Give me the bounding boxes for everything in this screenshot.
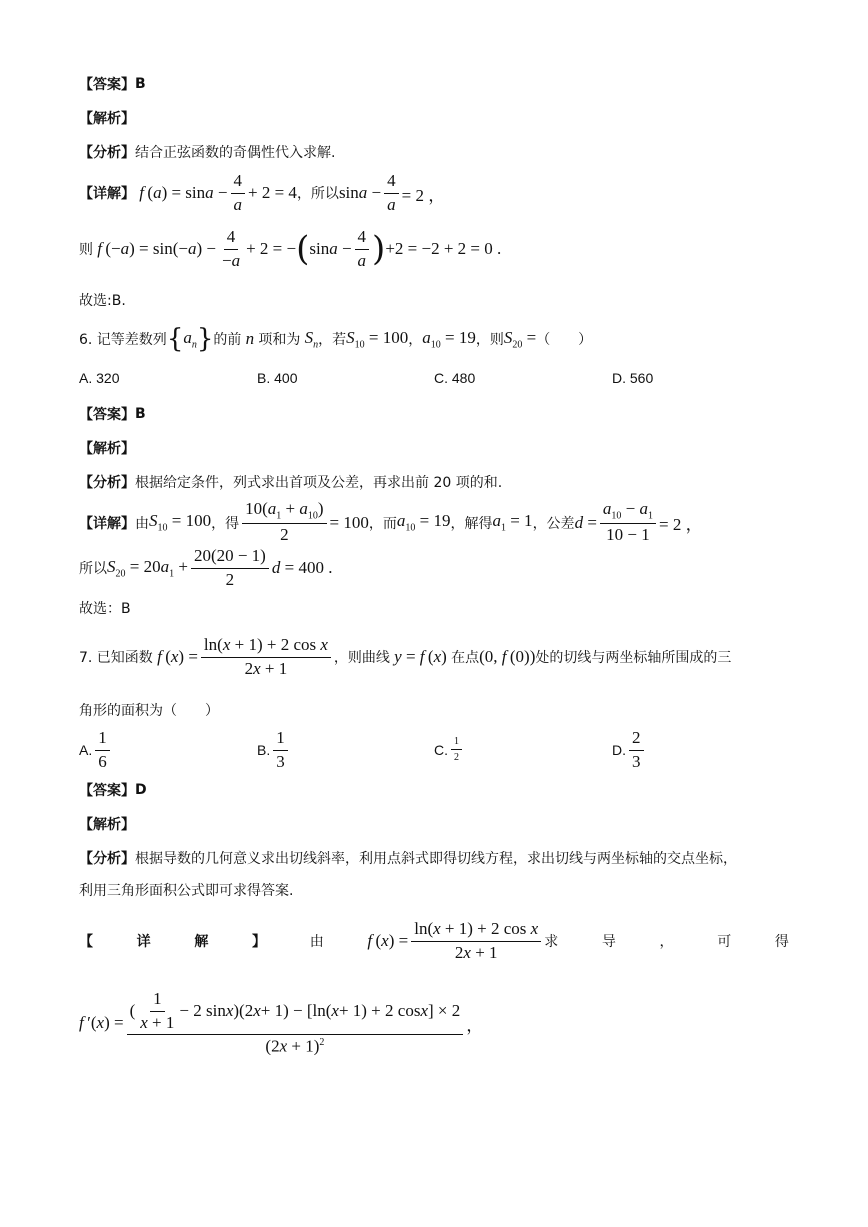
stem-text: ， xyxy=(408,332,423,348)
q6-answer-line xyxy=(79,404,146,424)
formula: = 100 xyxy=(329,512,369,532)
fenxi-text: 结合正弦函数的奇偶性代入求解. xyxy=(135,145,336,161)
de-char: 得 xyxy=(774,934,789,951)
big-paren: ( xyxy=(296,229,310,270)
option-letter: C. xyxy=(434,370,448,386)
option-letter: B. xyxy=(257,370,271,386)
formula: + 2 = − xyxy=(246,239,297,259)
stem-text: ，则曲线 xyxy=(333,650,390,667)
fenxi-tag: 【分析】 xyxy=(79,851,135,867)
fraction: $\frac{20(20 - 1)}{2}$ xyxy=(191,547,269,589)
formula: = 2 ， xyxy=(401,185,446,205)
q5-analysis-line xyxy=(79,108,135,128)
fraction: $\frac{4}{-a}$ xyxy=(221,227,241,270)
formula: $S_{10} = 100$ xyxy=(346,327,409,351)
fenxi-tag: 【分析】 xyxy=(79,145,135,161)
connector-text: ，得 xyxy=(211,515,240,532)
xiang-char: 详 xyxy=(136,934,151,951)
answer-value: D xyxy=(135,782,147,798)
q5-derivation-line xyxy=(79,228,501,270)
q7-xiangjie-line xyxy=(79,920,789,962)
q7-option-b[interactable] xyxy=(257,729,291,771)
formula: d = xyxy=(574,512,597,532)
formula: sina − xyxy=(309,239,352,259)
fraction xyxy=(273,729,288,771)
fraction xyxy=(629,729,644,771)
fenxi-text: 根据给定条件，列式求出首项及公差，再求出前 20 项的和. xyxy=(135,475,503,491)
fraction xyxy=(451,736,462,763)
stem-text: （ ） xyxy=(536,332,593,348)
jie-char: 解 xyxy=(194,934,209,951)
denominator: 6 xyxy=(98,751,107,771)
comma: ， xyxy=(659,934,674,951)
connector-text: 由 xyxy=(135,515,149,532)
formula: f (x) = xyxy=(367,931,409,951)
answer-tag: 【答案】 xyxy=(79,77,135,93)
ke-char: 可 xyxy=(717,934,732,951)
answer-tag: 【答案】 xyxy=(79,407,135,423)
numerator: 2 xyxy=(629,729,644,751)
denominator: 2 xyxy=(454,752,459,763)
fenxi-tag: 【分析】 xyxy=(79,475,135,491)
q6-stem xyxy=(79,326,592,352)
q6-option-d[interactable] xyxy=(612,370,653,386)
answer-value: B xyxy=(135,76,146,92)
bracket-left: 【 xyxy=(79,934,93,951)
q5-fenxi-line xyxy=(79,142,335,162)
formula: n xyxy=(241,329,259,348)
q6-analysis-line xyxy=(79,438,135,458)
xiangjie-tag: 【详解】 xyxy=(79,186,135,203)
formula-group xyxy=(367,920,558,962)
q7-derivative-formula xyxy=(79,990,483,1057)
formula: ， xyxy=(466,1015,484,1035)
q5-answer-line xyxy=(79,74,146,94)
formula: f (a) = sina − xyxy=(139,183,228,203)
q6-fenxi-line xyxy=(79,472,502,492)
formula: +2 = −2 + 2 = 0 . xyxy=(385,239,502,259)
q7-analysis-line xyxy=(79,814,135,834)
brace: } xyxy=(196,324,214,354)
option-text: 400 xyxy=(274,370,298,386)
q6-sum-line xyxy=(79,547,332,589)
fraction: $\frac{4}{a}$ xyxy=(384,172,399,214)
q6-xiangjie-line xyxy=(79,500,703,545)
option-letter: D. xyxy=(612,742,626,759)
xiangjie-tag: 【详解】 xyxy=(79,515,135,532)
analysis-tag: 【解析】 xyxy=(79,441,135,457)
formula: y = f (x) xyxy=(394,647,452,667)
fraction: ( $\frac{1}{x + 1}$ − 2 sin x )(2 x + 1) − [ln( x + 1) + 2 cos x ] × 2 $(2x + 1)^2$ xyxy=(127,990,464,1057)
fraction: $\frac{\text{ln(x + 1) + 2 cos x}}{2x + 1}$ xyxy=(201,636,331,678)
option-letter: A. xyxy=(79,742,93,759)
analysis-tag: 【解析】 xyxy=(79,817,135,833)
stem-text: 项和为 xyxy=(258,332,301,348)
formula: f (x) = xyxy=(157,647,198,667)
option-letter: C. xyxy=(434,741,448,758)
q7-option-c[interactable] xyxy=(434,736,465,763)
q7-answer-line xyxy=(79,780,147,800)
q7-option-d[interactable] xyxy=(612,729,647,771)
option-letter: A. xyxy=(79,370,93,386)
connector-text: ，解得 xyxy=(450,515,493,532)
numerator: 1 xyxy=(273,729,288,751)
option-text: 320 xyxy=(96,370,120,386)
formula: $a_{10} = 19$ xyxy=(396,511,451,534)
formula: $a_1 = 1$ xyxy=(492,511,533,534)
option-text: 560 xyxy=(629,370,654,386)
brace: { xyxy=(166,324,184,354)
answer-tag: 【答案】 xyxy=(79,783,135,799)
option-text: 480 xyxy=(451,370,476,386)
stem-text: 处的切线与两坐标轴所围成的三 xyxy=(535,650,732,667)
connector-text: 则 xyxy=(79,242,93,259)
connector-text: ，而 xyxy=(368,515,397,532)
formula: $S_{20}$ = xyxy=(503,327,537,351)
formula: + 2 = 4 xyxy=(248,183,297,203)
you-char: 由 xyxy=(309,934,324,951)
analysis-tag: 【解析】 xyxy=(79,111,135,127)
fraction xyxy=(95,729,110,771)
conclusion-text: 故选：B xyxy=(79,601,131,617)
fraction: $\frac{4}{a}$ xyxy=(355,228,370,270)
formula: $S_n$ xyxy=(304,327,319,351)
formula: d = 400 . xyxy=(271,558,333,578)
q6-conclusion xyxy=(79,598,131,618)
q7-fenxi-line xyxy=(79,848,737,868)
conclusion-text: 故选:B. xyxy=(79,293,126,309)
stem-text: 6. 记等差数列 xyxy=(79,332,167,348)
q7-stem-1 xyxy=(79,636,731,678)
stem-text: ，则 xyxy=(475,332,504,348)
formula: $S_{10} = 100$ xyxy=(149,511,212,534)
numerator: 1 xyxy=(451,736,462,750)
formula: $a_{10} = 19$ xyxy=(422,327,476,351)
q7-option-a[interactable] xyxy=(79,729,113,771)
stem-text: 的前 xyxy=(213,332,242,348)
fraction: $\frac{4}{a}$ xyxy=(231,172,246,214)
bracket-right: 】 xyxy=(252,934,267,951)
denominator: 3 xyxy=(276,751,285,771)
fraction: $\frac{\text{ln(x + 1) + 2 cos x}}{2x + 1}$ xyxy=(411,920,541,962)
qiu-char: 求 xyxy=(544,934,559,951)
denominator: 3 xyxy=(632,751,641,771)
formula: f (−a) = sin(−a) − xyxy=(97,239,216,259)
q7-fenxi-line-2 xyxy=(79,880,293,900)
dao-char: 导 xyxy=(601,934,616,951)
stem-text: 在点 xyxy=(451,650,480,667)
q6-option-c[interactable] xyxy=(434,370,475,386)
stem-text: 角形的面积为（ ） xyxy=(79,703,219,719)
fenxi-text: 根据导数的几何意义求出切线斜率，利用点斜式即得切线方程，求出切线与两坐标轴的交点坐标， xyxy=(135,851,737,867)
formula: (0, f (0)) xyxy=(479,647,536,667)
fraction: $\frac{a_{10} - a_1}{10 - 1}$ xyxy=(600,500,656,545)
q7-stem-2 xyxy=(79,700,219,720)
option-letter: B. xyxy=(257,742,271,759)
connector-text: ，所以 xyxy=(296,186,339,203)
stem-text: 7. 已知函数 xyxy=(79,650,153,667)
formula: f ′(x) = xyxy=(79,1013,124,1033)
q6-option-a[interactable] xyxy=(79,370,119,386)
connector-text: ，公差 xyxy=(532,515,575,532)
fraction: $\frac{10(a_1 + a_{10})}{2}$ xyxy=(242,500,326,545)
formula: $a_n$ xyxy=(183,327,197,351)
formula: sina − xyxy=(338,183,382,203)
formula: = 2 ， xyxy=(659,515,703,535)
numerator: 1 xyxy=(95,729,110,751)
q5-xiangjie-line xyxy=(79,172,445,214)
big-paren: ) xyxy=(372,229,386,270)
option-letter: D. xyxy=(612,370,626,386)
stem-text: ，若 xyxy=(318,332,347,348)
q6-option-b[interactable] xyxy=(257,370,297,386)
answer-value: B xyxy=(135,406,146,422)
fenxi-text: 利用三角形面积公式即可求得答案. xyxy=(79,883,294,899)
connector-text: 所以 xyxy=(79,561,107,578)
q5-conclusion xyxy=(79,290,126,310)
formula: $S_{20} = 20a_1$ + xyxy=(107,556,188,580)
